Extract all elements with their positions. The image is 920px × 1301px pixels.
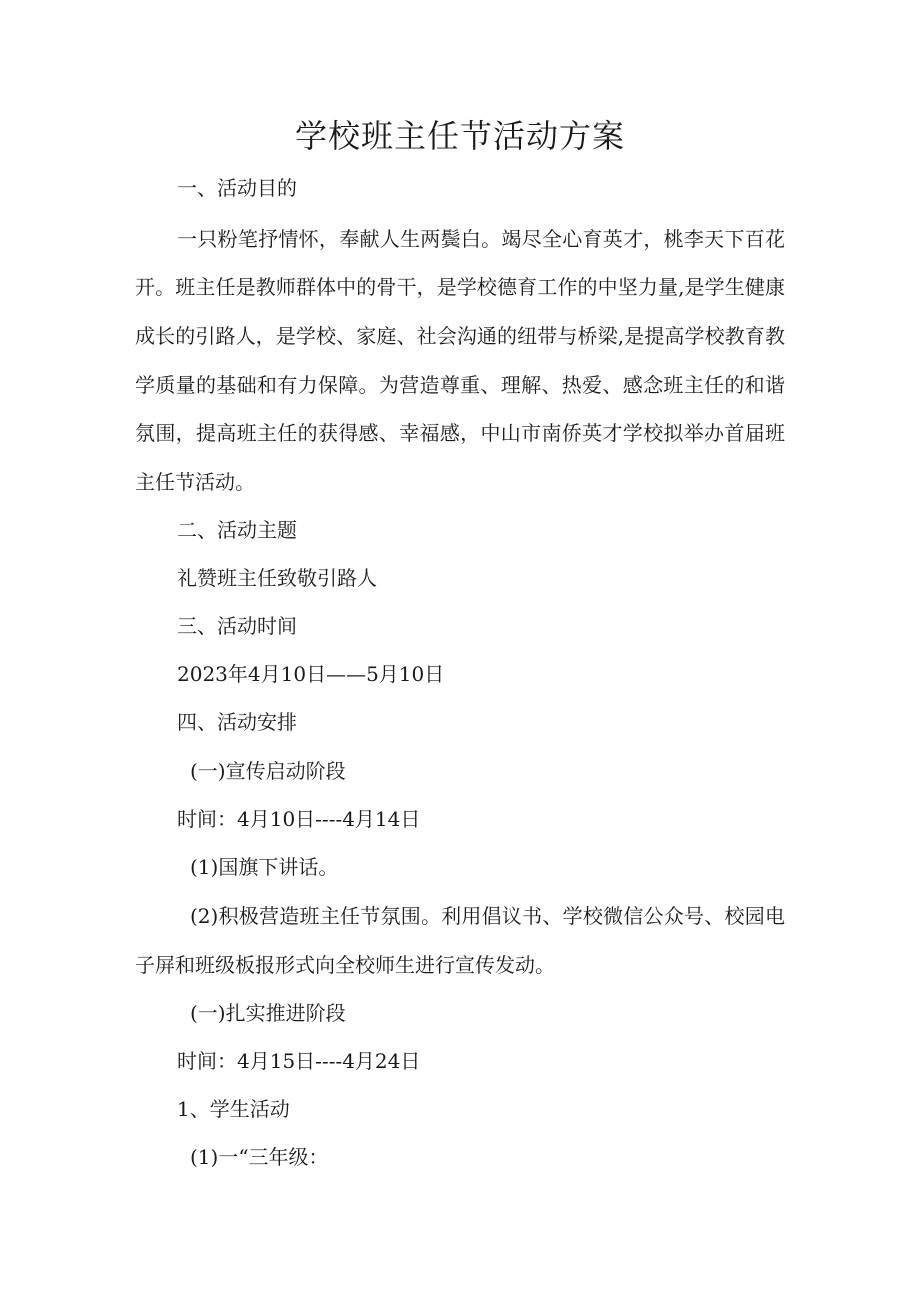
purpose-line-4: 学质量的基础和有力保障。为营造尊重、理解、热爱、感念班主任的和谐	[135, 373, 785, 397]
section-heading-theme: 二、活动主题	[177, 518, 297, 542]
purpose-line-2: 开。班主任是教师群体中的骨干，是学校德育工作的中坚力量,是学生健康	[135, 275, 785, 299]
student-item-1: (1)一“三年级：	[190, 1145, 329, 1169]
purpose-line-1: 一只粉笔抒情怀，奉献人生两鬓白。竭尽全心育英才，桃李天下百花	[177, 227, 785, 251]
document-title: 学校班主任节活动方案	[294, 117, 625, 155]
section-heading-time: 三、活动时间	[177, 614, 297, 638]
stage1-item-1: (1)国旗下讲话。	[190, 855, 339, 879]
stage2-heading: (一)扎实推进阶段	[190, 1001, 346, 1025]
stage1-heading: (一)宣传启动阶段	[190, 759, 346, 783]
purpose-line-6: 主任节活动。	[135, 470, 255, 494]
stage1-item-2-line-2: 子屏和班级板报形式向全校师生进行宣传发动。	[135, 953, 555, 977]
section-heading-purpose: 一、活动目的	[177, 176, 297, 200]
stage2-time: 时间：4月15日----4月24日	[177, 1049, 421, 1073]
stage1-item-2-line-1: (2)积极营造班主任节氛围。利用倡议书、学校微信公众号、校园电	[190, 904, 785, 928]
student-activity-heading: 1、学生活动	[177, 1097, 290, 1121]
theme-text: 礼赞班主任致敬引路人	[177, 566, 377, 590]
purpose-line-3: 成长的引路人，是学校、家庭、社会沟通的纽带与桥梁,是提高学校教育教	[135, 324, 785, 348]
section-heading-arrangement: 四、活动安排	[177, 710, 297, 734]
purpose-line-5: 氛围，提高班主任的获得感、幸福感，中山市南侨英才学校拟举办首届班	[135, 421, 785, 445]
time-text: 2023年4月10日——5月10日	[177, 662, 445, 686]
stage1-time: 时间：4月10日----4月14日	[177, 807, 421, 831]
